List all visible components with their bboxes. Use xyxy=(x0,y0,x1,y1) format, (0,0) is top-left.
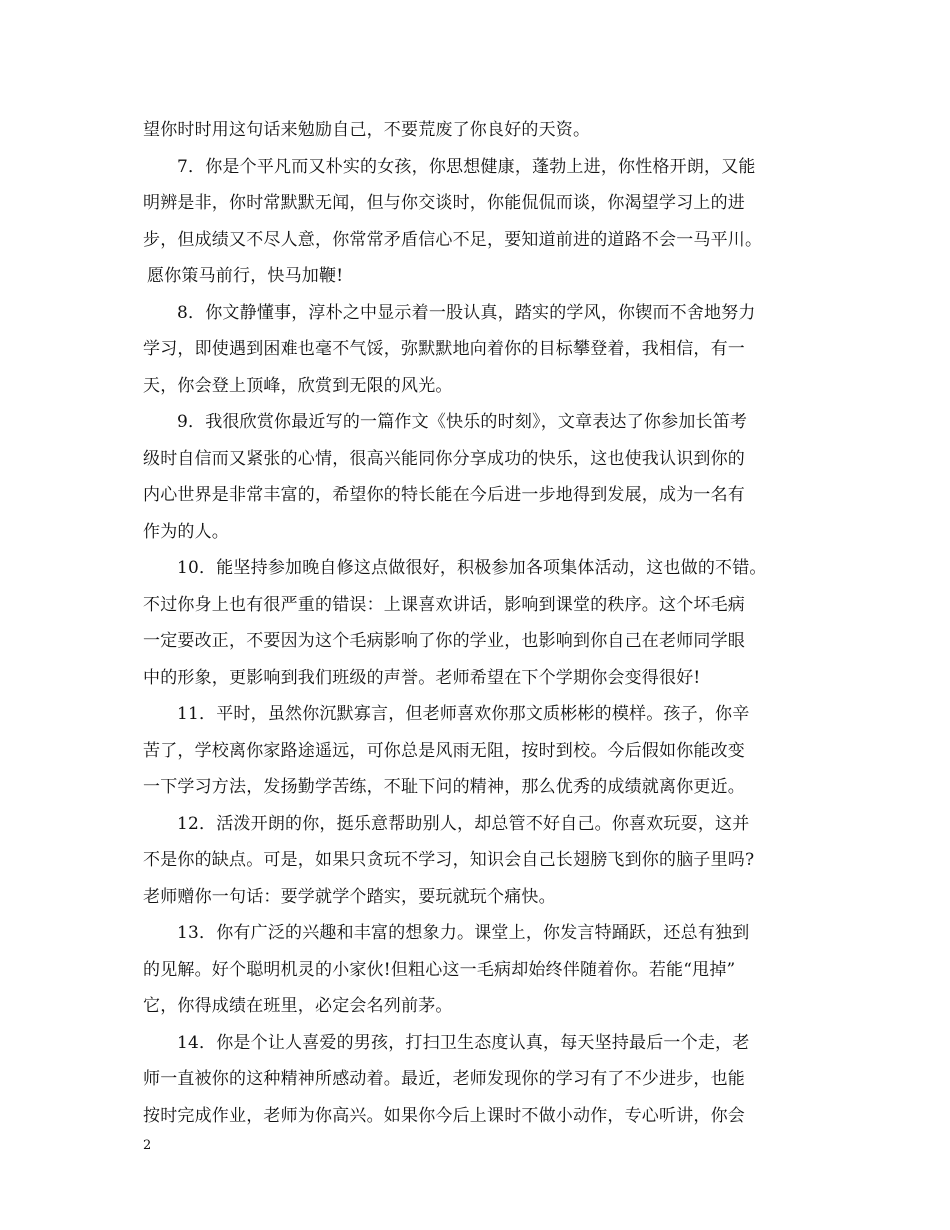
text-line: 作为的人。 xyxy=(143,521,229,542)
text-line: 中的形象，更影响到我们班级的声誉。老师希望在下个学期你会变得很好! xyxy=(143,667,701,688)
text-line: 它，你得成绩在班里，必定会名列前茅。 xyxy=(143,996,453,1016)
text-line: 12．活泼开朗的你，挺乐意帮助别人，却总管不好自己。你喜欢玩耍，这并 xyxy=(177,813,750,834)
text-line: 13．你有广泛的兴趣和丰富的想象力。课堂上，你发言特踊跃，还总有独到 xyxy=(177,923,750,943)
text-line: 苦了，学校离你家路途遥远，可你总是风雨无阻，按时到校。今后假如你能改变 xyxy=(143,740,745,761)
text-line: 7．你是个平凡而又朴实的女孩，你思想健康，蓬勃上进，你性格开朗，又能 xyxy=(177,156,756,177)
text-line: 级时自信而又紧张的心情，很高兴能同你分享成功的快乐，这也使我认识到你的 xyxy=(143,448,745,469)
text-line: 愿你策马前行，快马加鞭! xyxy=(147,266,344,286)
text-line: 10．能坚持参加晚自修这点做很好，积极参加各项集体活动，这也做的不错。 xyxy=(177,558,767,578)
text-line: 不过你身上也有很严重的错误：上课喜欢讲话，影响到课堂的秩序。这个坏毛病 xyxy=(143,594,745,615)
text-line: 师一直被你的这种精神所感动着。最近，老师发现你的学习有了不少进步，也能 xyxy=(143,1069,745,1089)
text-line: 望你时时用这句话来勉励自己，不要荒废了你良好的天资。 xyxy=(143,120,591,140)
text-line: 步，但成绩又不尽人意，你常常矛盾信心不足，要知道前进的道路不会一马平川。 xyxy=(143,229,763,250)
text-line: 14．你是个让人喜爱的男孩，打扫卫生态度认真，每天坚持最后一个走，老 xyxy=(177,1032,750,1053)
text-line: 按时完成作业，老师为你高兴。如果你今后上课时不做小动作，专心听讲，你会 xyxy=(143,1105,745,1126)
text-line: 一定要改正，不要因为这个毛病影响了你的学业，也影响到你自己在老师同学眼 xyxy=(143,631,745,651)
text-line: 一下学习方法，发扬勤学苦练，不耻下问的精神，那么优秀的成绩就离你更近。 xyxy=(143,777,745,797)
page-number: 2 xyxy=(143,1138,152,1153)
document-body xyxy=(143,112,813,1134)
text-line: 学习，即使遇到困难也毫不气馁，弥默默地向着你的目标攀登着，我相信，有一 xyxy=(143,339,745,359)
text-line: 天，你会登上顶峰，欣赏到无限的风光。 xyxy=(143,375,453,396)
text-line: 老师赠你一句话：要学就学个踏实，要玩就玩个痛快。 xyxy=(143,886,556,907)
text-line: 9．我很欣赏你最近写的一篇作文《快乐的时刻》，文章表达了你参加长笛考 xyxy=(177,412,748,432)
text-line: 内心世界是非常丰富的，希望你的特长能在今后进一步地得到发展，成为一名有 xyxy=(143,485,745,505)
text-line: 的见解。好个聪明机灵的小家伙!但粗心这一毛病却始终伴随着你。若能“甩掉” xyxy=(143,959,736,980)
text-line: 11．平时，虽然你沉默寡言，但老师喜欢你那文质彬彬的模样。孩子，你辛 xyxy=(177,704,750,724)
text-line: 不是你的缺点。可是，如果只贪玩不学习，知识会自己长翅膀飞到你的脑子里吗? xyxy=(143,850,755,870)
text-line: 明辨是非，你时常默默无闻，但与你交谈时，你能侃侃而谈，你渴望学习上的进 xyxy=(143,193,745,213)
text-line: 8．你文静懂事，淳朴之中显示着一股认真，踏实的学风，你锲而不舍地努力 xyxy=(177,302,756,323)
